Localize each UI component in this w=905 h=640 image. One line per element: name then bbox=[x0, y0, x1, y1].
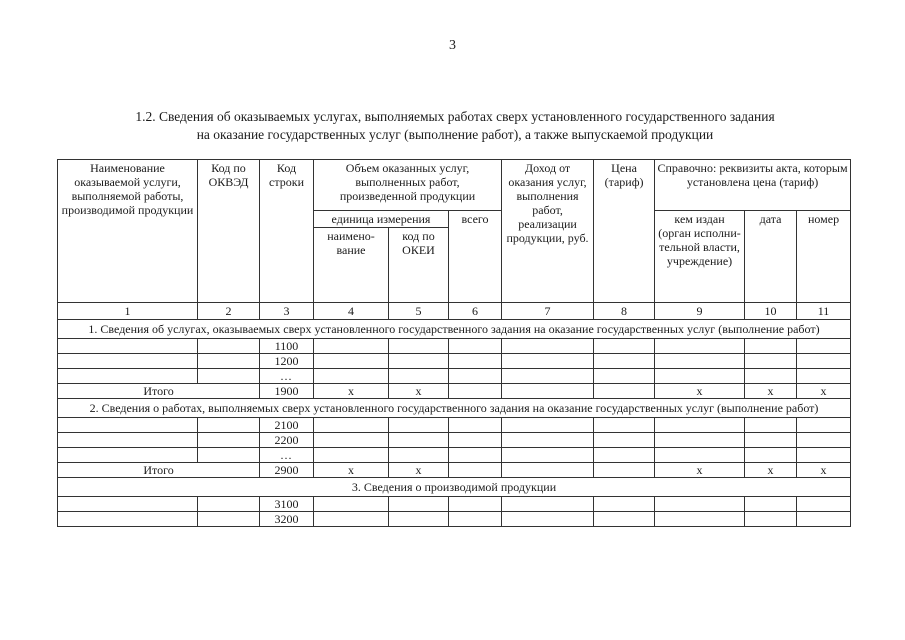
header-row-1 bbox=[58, 160, 851, 211]
cell-number[interactable] bbox=[797, 448, 851, 463]
cell-name[interactable] bbox=[58, 418, 198, 433]
heading-line-2: на оказание государственных услуг (выполнение работ), а также выпускаемой продукции bbox=[196, 127, 714, 142]
cell-total[interactable] bbox=[449, 463, 502, 478]
col-num-1: 1 bbox=[58, 303, 198, 320]
cell-okved[interactable] bbox=[198, 339, 260, 354]
cell-total[interactable] bbox=[449, 448, 502, 463]
cell-issuer[interactable] bbox=[655, 418, 745, 433]
cell-name[interactable] bbox=[58, 512, 198, 527]
header-spacer-4 bbox=[314, 286, 389, 303]
heading-line-1: 1.2. Сведения об оказываемых услугах, выполняемых работах сверх установленного государственного задания bbox=[135, 109, 775, 124]
total-x-4: x bbox=[314, 463, 389, 478]
cell-price[interactable] bbox=[594, 369, 655, 384]
total-label: Итого bbox=[58, 463, 260, 478]
col-num-11: 11 bbox=[797, 303, 851, 320]
cell-income[interactable] bbox=[502, 354, 594, 369]
cell-total[interactable] bbox=[449, 512, 502, 527]
cell-price[interactable] bbox=[594, 433, 655, 448]
cell-income[interactable] bbox=[502, 433, 594, 448]
cell-unit-name[interactable] bbox=[314, 512, 389, 527]
col-num-3: 3 bbox=[260, 303, 314, 320]
cell-total[interactable] bbox=[449, 369, 502, 384]
cell-unit-name[interactable] bbox=[314, 497, 389, 512]
total-x-5: x bbox=[389, 384, 449, 399]
cell-issuer[interactable] bbox=[655, 497, 745, 512]
total-code: 1900 bbox=[260, 384, 314, 399]
cell-price[interactable] bbox=[594, 463, 655, 478]
col-header-unit: единица измерения bbox=[314, 211, 449, 228]
total-x-11: x bbox=[797, 463, 851, 478]
col-header-date: дата bbox=[745, 211, 797, 303]
cell-total[interactable] bbox=[449, 418, 502, 433]
col-header-okei: код по ОКЕИ bbox=[389, 228, 449, 287]
cell-unit-name[interactable] bbox=[314, 418, 389, 433]
table-row bbox=[58, 339, 851, 354]
cell-date[interactable] bbox=[745, 354, 797, 369]
cell-date[interactable] bbox=[745, 418, 797, 433]
cell-number[interactable] bbox=[797, 418, 851, 433]
cell-number[interactable] bbox=[797, 497, 851, 512]
cell-price[interactable] bbox=[594, 512, 655, 527]
col-header-volume: Объем оказанных услуг, выполненных работ, произведенной продукции bbox=[314, 160, 502, 211]
section-3-title: 3. Сведения о производимой продукции bbox=[58, 478, 851, 497]
cell-price[interactable] bbox=[594, 354, 655, 369]
column-number-row bbox=[58, 303, 851, 320]
cell-price[interactable] bbox=[594, 448, 655, 463]
cell-okei[interactable] bbox=[389, 497, 449, 512]
total-x-10: x bbox=[745, 463, 797, 478]
section-2-row bbox=[58, 399, 851, 418]
row-code: 1200 bbox=[260, 354, 314, 369]
cell-okved[interactable] bbox=[198, 354, 260, 369]
cell-okei[interactable] bbox=[389, 369, 449, 384]
section-2-title: 2. Сведения о работах, выполняемых сверх установленного государственного задания на оказание государственных услуг (выполнение работ) bbox=[58, 399, 851, 418]
cell-okei[interactable] bbox=[389, 512, 449, 527]
cell-issuer[interactable] bbox=[655, 448, 745, 463]
total-x-9: x bbox=[655, 384, 745, 399]
cell-okei[interactable] bbox=[389, 448, 449, 463]
section-1-title: 1. Сведения об услугах, оказываемых сверх установленного государственного задания на оказание государственных услуг (выполнение работ) bbox=[58, 320, 851, 339]
cell-date[interactable] bbox=[745, 339, 797, 354]
col-num-5: 5 bbox=[389, 303, 449, 320]
total-x-5: x bbox=[389, 463, 449, 478]
col-header-issuer: кем издан (орган исполни-тельной власти, учреждение) bbox=[655, 211, 745, 303]
col-header-unit-name: наимено-вание bbox=[314, 228, 389, 287]
col-num-4: 4 bbox=[314, 303, 389, 320]
cell-date[interactable] bbox=[745, 369, 797, 384]
row-code: ... bbox=[260, 369, 314, 384]
cell-unit-name[interactable] bbox=[314, 339, 389, 354]
cell-total[interactable] bbox=[449, 497, 502, 512]
cell-date[interactable] bbox=[745, 448, 797, 463]
table-row bbox=[58, 369, 851, 384]
cell-name[interactable] bbox=[58, 433, 198, 448]
cell-name[interactable] bbox=[58, 339, 198, 354]
table-row bbox=[58, 448, 851, 463]
cell-income[interactable] bbox=[502, 497, 594, 512]
cell-total[interactable] bbox=[449, 384, 502, 399]
col-header-name: Наименование оказываемой услуги, выполняемой работы, производимой продукции bbox=[58, 160, 198, 303]
total-label: Итого bbox=[58, 384, 260, 399]
col-header-income: Доход от оказания услуг, выполнения работ, реализации продукции, руб. bbox=[502, 160, 594, 303]
total-row bbox=[58, 463, 851, 478]
cell-okei[interactable] bbox=[389, 339, 449, 354]
row-code: 1100 bbox=[260, 339, 314, 354]
page-number: 3 bbox=[449, 38, 456, 53]
cell-unit-name[interactable] bbox=[314, 369, 389, 384]
table-row bbox=[58, 512, 851, 527]
total-x-9: x bbox=[655, 463, 745, 478]
table-row bbox=[58, 497, 851, 512]
cell-unit-name[interactable] bbox=[314, 448, 389, 463]
cell-price[interactable] bbox=[594, 384, 655, 399]
section-3-row bbox=[58, 478, 851, 497]
col-header-total: всего bbox=[449, 211, 502, 303]
cell-issuer[interactable] bbox=[655, 354, 745, 369]
cell-income[interactable] bbox=[502, 448, 594, 463]
cell-unit-name[interactable] bbox=[314, 433, 389, 448]
col-num-9: 9 bbox=[655, 303, 745, 320]
cell-number[interactable] bbox=[797, 354, 851, 369]
total-row bbox=[58, 384, 851, 399]
cell-issuer[interactable] bbox=[655, 369, 745, 384]
cell-price[interactable] bbox=[594, 418, 655, 433]
cell-unit-name[interactable] bbox=[314, 354, 389, 369]
cell-number[interactable] bbox=[797, 339, 851, 354]
row-code: 2200 bbox=[260, 433, 314, 448]
col-num-2: 2 bbox=[198, 303, 260, 320]
cell-date[interactable] bbox=[745, 497, 797, 512]
cell-okved[interactable] bbox=[198, 448, 260, 463]
col-num-7: 7 bbox=[502, 303, 594, 320]
total-code: 2900 bbox=[260, 463, 314, 478]
cell-okved[interactable] bbox=[198, 369, 260, 384]
table-heading bbox=[60, 108, 850, 144]
cell-number[interactable] bbox=[797, 433, 851, 448]
col-header-price: Цена (тариф) bbox=[594, 160, 655, 303]
total-x-4: x bbox=[314, 384, 389, 399]
cell-income[interactable] bbox=[502, 463, 594, 478]
table-row bbox=[58, 418, 851, 433]
cell-okei[interactable] bbox=[389, 433, 449, 448]
col-num-8: 8 bbox=[594, 303, 655, 320]
cell-issuer[interactable] bbox=[655, 339, 745, 354]
cell-name[interactable] bbox=[58, 369, 198, 384]
cell-okved[interactable] bbox=[198, 497, 260, 512]
cell-income[interactable] bbox=[502, 512, 594, 527]
cell-income[interactable] bbox=[502, 339, 594, 354]
table-row bbox=[58, 354, 851, 369]
cell-number[interactable] bbox=[797, 369, 851, 384]
header-spacer-5 bbox=[389, 286, 449, 303]
cell-total[interactable] bbox=[449, 339, 502, 354]
cell-price[interactable] bbox=[594, 339, 655, 354]
cell-price[interactable] bbox=[594, 497, 655, 512]
col-num-10: 10 bbox=[745, 303, 797, 320]
col-header-number: номер bbox=[797, 211, 851, 303]
cell-income[interactable] bbox=[502, 369, 594, 384]
col-header-reference: Справочно: реквизиты акта, которым установлена цена (тариф) bbox=[655, 160, 851, 211]
cell-name[interactable] bbox=[58, 497, 198, 512]
cell-number[interactable] bbox=[797, 512, 851, 527]
table-row bbox=[58, 433, 851, 448]
total-x-11: x bbox=[797, 384, 851, 399]
row-code: ... bbox=[260, 448, 314, 463]
cell-okved[interactable] bbox=[198, 512, 260, 527]
col-header-row-code: Код строки bbox=[260, 160, 314, 303]
cell-okei[interactable] bbox=[389, 418, 449, 433]
cell-name[interactable] bbox=[58, 448, 198, 463]
cell-date[interactable] bbox=[745, 433, 797, 448]
section-1-row bbox=[58, 320, 851, 339]
cell-okei[interactable] bbox=[389, 354, 449, 369]
cell-total[interactable] bbox=[449, 433, 502, 448]
col-num-6: 6 bbox=[449, 303, 502, 320]
cell-total[interactable] bbox=[449, 354, 502, 369]
cell-income[interactable] bbox=[502, 418, 594, 433]
services-table bbox=[57, 159, 851, 527]
row-code: 3200 bbox=[260, 512, 314, 527]
col-header-okved: Код по ОКВЭД bbox=[198, 160, 260, 303]
row-code: 2100 bbox=[260, 418, 314, 433]
cell-okved[interactable] bbox=[198, 418, 260, 433]
cell-issuer[interactable] bbox=[655, 433, 745, 448]
cell-issuer[interactable] bbox=[655, 512, 745, 527]
row-code: 3100 bbox=[260, 497, 314, 512]
total-x-10: x bbox=[745, 384, 797, 399]
cell-okved[interactable] bbox=[198, 433, 260, 448]
cell-income[interactable] bbox=[502, 384, 594, 399]
cell-date[interactable] bbox=[745, 512, 797, 527]
cell-name[interactable] bbox=[58, 354, 198, 369]
